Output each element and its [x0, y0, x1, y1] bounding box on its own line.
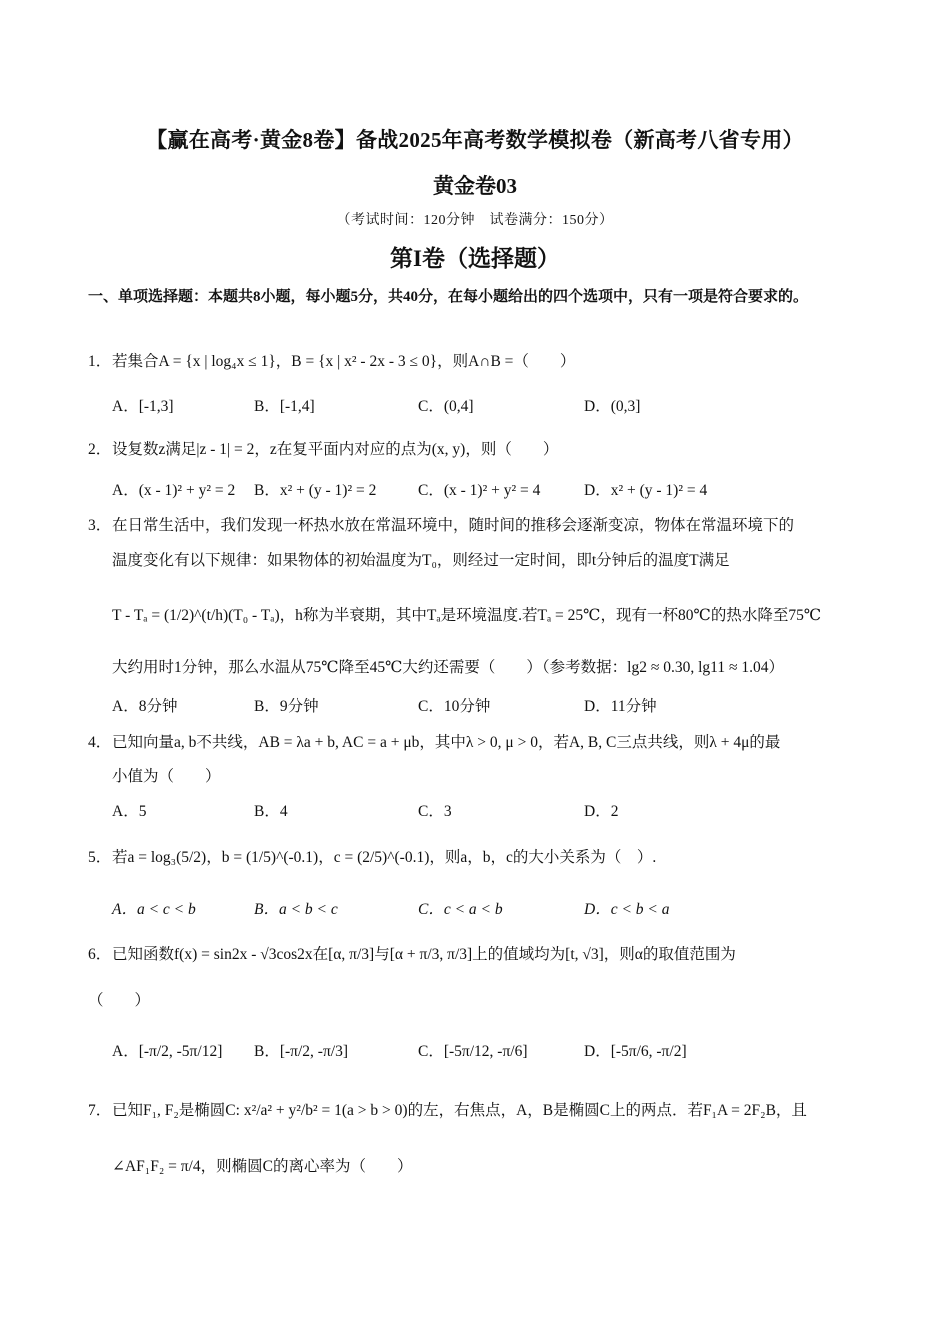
question-5-options	[112, 897, 872, 927]
option-c[interactable]: C．(0,4]	[418, 398, 474, 415]
option-d[interactable]: D．(0,3]	[584, 398, 641, 415]
option-a[interactable]: A．[-π/2, -5π/12]	[112, 1043, 223, 1060]
part-title: 第I卷（选择题）	[390, 246, 560, 271]
question-number: 1．	[88, 353, 112, 370]
question-4-line-2: 小值为（ ）	[112, 768, 221, 785]
option-d[interactable]: D．[-5π/6, -π/2]	[584, 1043, 687, 1060]
question-text: 若a = log₃(5/2)，b = (1/5)^(-0.1)，c = (2/5)^(-0.1)，则a，b，c的大小关系为（ ）.	[112, 849, 657, 866]
question-5	[88, 846, 866, 870]
question-3-line-4: 大约用时1分钟，那么水温从75℃降至45℃大约还需要（ ）（参考数据：lg2 ≈ 0.30, lg11 ≈ 1.04）	[112, 659, 784, 676]
option-d[interactable]: D．x² + (y - 1)² = 4	[584, 482, 708, 499]
option-b[interactable]: B．[-π/2, -π/3]	[254, 1043, 348, 1060]
exam-info: （考试时间：120分钟 试卷满分：150分）	[336, 213, 614, 228]
question-3-line-2: 温度变化有以下规律：如果物体的初始温度为T₀，则经过一定时间，即t分钟后的温度T满足	[112, 552, 730, 569]
question-text: 已知函数f(x) = sin2x - √3cos2x在[α, π/3]与[α + π/3, π/3]上的值域均为[t, √3]，则α的取值范围为	[112, 946, 736, 963]
question-3-options	[112, 694, 872, 724]
question-text: 已知向量a, b不共线，AB = λa + b, AC = a + μb，其中λ > 0, μ > 0，若A, B, C三点共线，则λ + 4μ的最	[112, 734, 781, 751]
option-d[interactable]: D．2	[584, 803, 619, 820]
question-text: 已知F₁, F₂是椭圆C: x²/a² + y²/b² = 1(a > b > 0)的左，右焦点，A，B是椭圆C上的两点．若F₁A = 2F₂B，且	[112, 1102, 807, 1119]
option-a[interactable]: A．[-1,3]	[112, 398, 174, 415]
question-number: 6．	[88, 946, 112, 963]
question-2	[88, 438, 866, 462]
option-b[interactable]: B．x² + (y - 1)² = 2	[254, 482, 377, 499]
question-number: 7．	[88, 1102, 112, 1119]
question-number: 5．	[88, 849, 112, 866]
question-4	[88, 731, 866, 755]
question-2-options	[112, 478, 872, 508]
option-b[interactable]: B．a < b < c	[254, 901, 338, 918]
option-b[interactable]: B．4	[254, 803, 288, 820]
option-c[interactable]: C．c < a < b	[418, 901, 503, 918]
option-c[interactable]: C．3	[418, 803, 452, 820]
option-d[interactable]: D．11分钟	[584, 698, 657, 715]
exam-subtitle: 黄金卷03	[433, 174, 517, 198]
exam-title: 【赢在高考·黄金8卷】备战2025年高考数学模拟卷（新高考八省专用）	[146, 128, 804, 152]
section-instructions: 一、单项选择题：本题共8小题，每小题5分，共40分，在每小题给出的四个选项中，只有一项是符合要求的。	[88, 289, 809, 305]
question-4-options	[112, 799, 872, 829]
option-b[interactable]: B．9分钟	[254, 698, 319, 715]
question-1-options	[112, 394, 872, 424]
option-a[interactable]: A．(x - 1)² + y² = 2	[112, 482, 236, 499]
question-text: 在日常生活中，我们发现一杯热水放在常温环境中，随时间的推移会逐渐变凉，物体在常温环境下的	[112, 517, 795, 534]
option-c[interactable]: C．10分钟	[418, 698, 491, 715]
question-3	[88, 514, 866, 538]
option-b[interactable]: B．[-1,4]	[254, 398, 315, 415]
question-6	[88, 943, 866, 967]
option-a[interactable]: A．8分钟	[112, 698, 178, 715]
option-d[interactable]: D．c < b < a	[584, 901, 670, 918]
option-c[interactable]: C．[-5π/12, -π/6]	[418, 1043, 528, 1060]
option-a[interactable]: A．5	[112, 803, 147, 820]
question-7-line-2: ∠AF₁F₂ = π/4，则椭圆C的离心率为（ ）	[112, 1158, 413, 1175]
question-number: 3．	[88, 517, 112, 534]
question-text: 若集合A = {x | log₄x ≤ 1}，B = {x | x² - 2x - 3 ≤ 0}，则A∩B =（ ）	[112, 353, 576, 370]
option-c[interactable]: C．(x - 1)² + y² = 4	[418, 482, 541, 499]
question-6-options	[112, 1039, 872, 1069]
question-number: 2．	[88, 441, 112, 458]
question-3-line-3: T - Tₐ = (1/2)^(t/h)(T₀ - Tₐ)，h称为半衰期，其中Tₐ是环境温度.若Tₐ = 25℃，现有一杯80℃的热水降至75℃	[112, 607, 822, 624]
question-7	[88, 1099, 866, 1123]
question-1	[88, 350, 866, 374]
option-a[interactable]: A．a < c < b	[112, 901, 196, 918]
question-6-line-2: （ ）	[88, 992, 151, 1009]
question-number: 4．	[88, 734, 112, 751]
question-text: 设复数z满足|z - 1| = 2，z在复平面内对应的点为(x, y)，则（ ）	[112, 441, 559, 458]
